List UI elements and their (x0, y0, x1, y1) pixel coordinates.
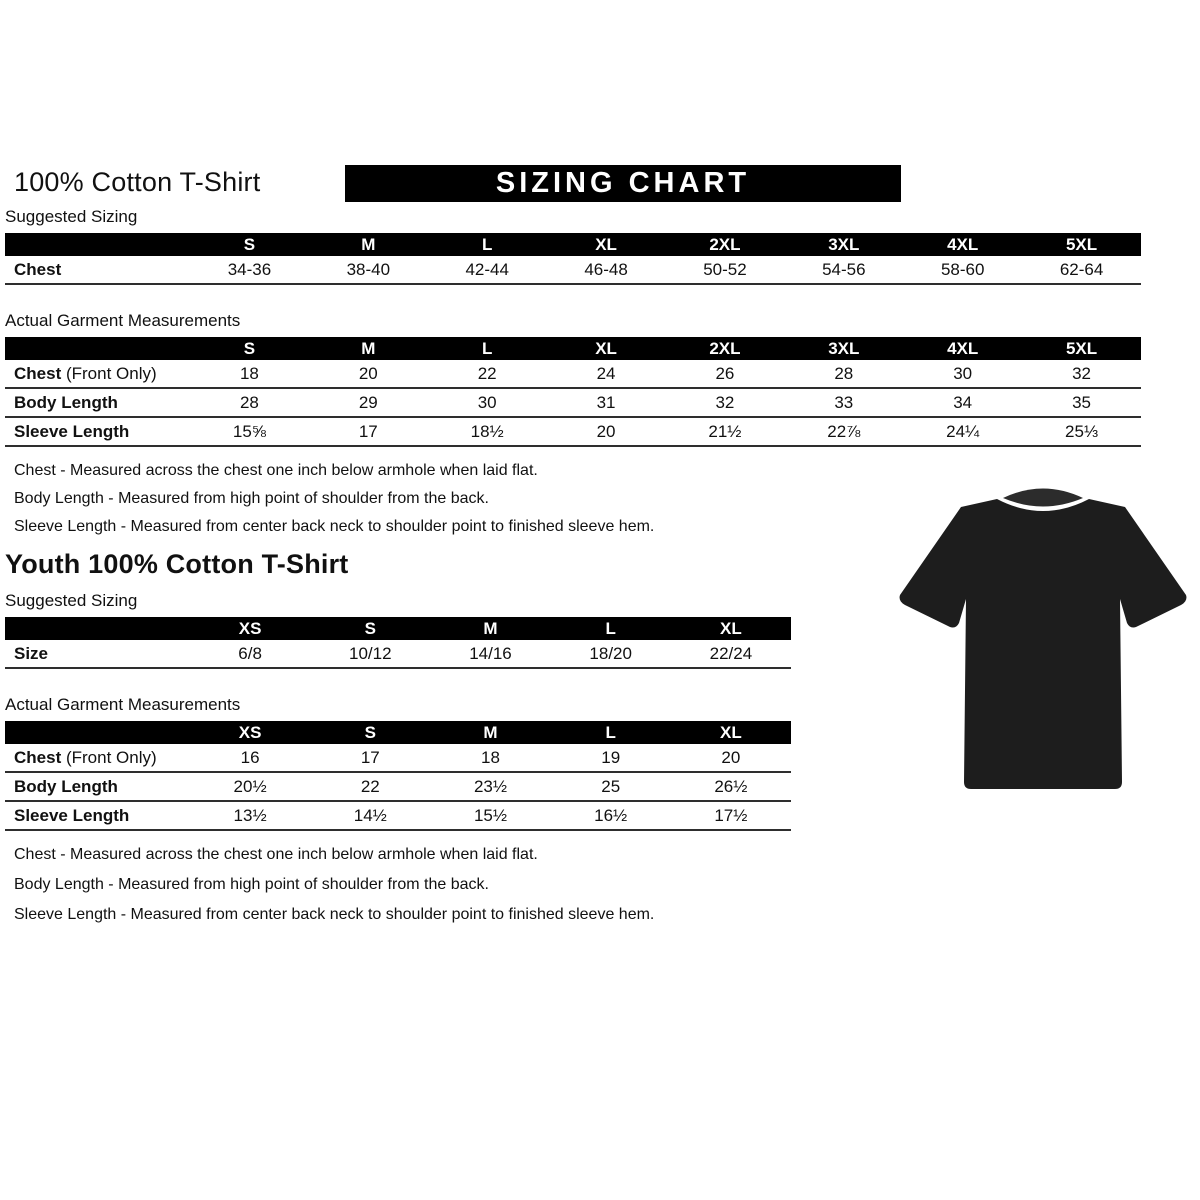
row-label-text: Size (14, 643, 49, 663)
measurement-cell: 31 (596, 392, 616, 412)
measurement-cell: 15½ (473, 805, 508, 825)
size-column-header: XL (595, 338, 617, 358)
size-column-header: L (605, 618, 616, 638)
measurement-cell: 26½ (714, 776, 748, 796)
size-column-header: 2XL (709, 338, 741, 358)
size-column-header: L (481, 234, 493, 254)
measurement-cell: 22 (477, 363, 497, 383)
measurement-cell: 34-36 (227, 259, 272, 279)
size-column-header: S (243, 338, 256, 358)
measurement-cell: 50-52 (703, 259, 747, 279)
row-label (5, 422, 190, 442)
size-column-header: 3XL (828, 338, 860, 358)
adult-title-row (5, 165, 1141, 203)
row-label (5, 364, 190, 384)
size-column-header: XS (238, 722, 262, 742)
youth-actual-table (5, 721, 791, 831)
size-column-header: S (364, 618, 376, 638)
row-label (5, 260, 190, 280)
table-row (5, 640, 791, 669)
youth-actual-measurements-label: Actual Garment Measurements (5, 695, 241, 714)
measurement-cell: 16 (240, 747, 260, 767)
size-column-header: M (361, 234, 376, 254)
table-header-row (5, 721, 791, 744)
measurement-cell: 42-44 (465, 259, 509, 279)
size-column-header: M (361, 338, 376, 358)
adult-note-body-length: Body Length - Measured from high point of shoulder from the back. (14, 490, 489, 507)
sizing-chart-banner (345, 165, 901, 202)
row-label-text: Body Length (14, 776, 118, 796)
measurement-cell: 6/8 (238, 643, 262, 663)
measurement-cell: 33 (834, 392, 854, 412)
table-row (5, 802, 791, 831)
measurement-cell: 35 (1072, 392, 1092, 412)
table-row (5, 418, 1141, 447)
size-column-header: L (605, 722, 616, 742)
measurement-cell: 30 (477, 392, 497, 412)
size-column-header: M (483, 618, 498, 638)
measurement-cell: 62-64 (1059, 259, 1104, 279)
measurement-cell: 32 (1072, 363, 1092, 383)
sizing-chart-banner-text: SIZING CHART (495, 167, 751, 199)
row-label-text: Chest (14, 259, 62, 279)
measurement-cell: 23½ (473, 776, 508, 796)
measurement-cell: 21½ (708, 421, 742, 441)
measurement-cell: 24 (596, 363, 616, 383)
measurement-cell: 18 (481, 747, 500, 767)
measurement-cell: 18½ (470, 421, 504, 441)
measurement-cell: 18/20 (589, 643, 632, 663)
row-label (5, 748, 190, 768)
row-label-text: Body Length (14, 392, 118, 412)
size-column-header: 2XL (709, 234, 741, 254)
row-label (5, 393, 190, 413)
tshirt-icon (892, 477, 1194, 807)
adult-actual-measurements-label: Actual Garment Measurements (5, 311, 241, 330)
measurement-cell: 14/16 (469, 643, 512, 663)
row-label-text: Chest (14, 747, 62, 767)
row-label (5, 644, 190, 664)
adult-actual-table (5, 337, 1141, 447)
measurement-cell: 34 (953, 392, 973, 412)
measurement-cell: 20½ (233, 776, 267, 796)
row-label (5, 806, 190, 826)
adult-suggested-table (5, 233, 1141, 285)
measurement-cell: 24¼ (946, 421, 980, 441)
size-column-header: XL (595, 234, 617, 254)
size-column-header: L (481, 338, 493, 358)
youth-title: Youth 100% Cotton T-Shirt (5, 549, 349, 579)
black-tshirt-image (892, 477, 1194, 807)
measurement-cell: 28 (834, 363, 854, 383)
size-column-header: 3XL (828, 234, 860, 254)
measurement-cell: 18 (239, 363, 259, 383)
size-column-header: 4XL (947, 234, 979, 254)
measurement-cell: 20 (358, 363, 378, 383)
youth-note-sleeve-length: Sleeve Length - Measured from center back neck to shoulder point to finished sleeve hem. (14, 906, 655, 923)
measurement-cell: 30 (953, 363, 973, 383)
youth-note-body-length: Body Length - Measured from high point of shoulder from the back. (14, 876, 489, 893)
measurement-cell: 15⅝ (232, 421, 266, 441)
measurement-cell: 17½ (714, 805, 748, 825)
measurement-cell: 25⅓ (1065, 421, 1099, 441)
table-header-row (5, 233, 1141, 256)
measurement-cell: 17 (358, 421, 378, 441)
measurement-cell: 38-40 (346, 259, 391, 279)
youth-sizing-section (5, 549, 791, 935)
size-column-header: S (364, 722, 376, 742)
size-column-header: XL (720, 618, 742, 638)
measurement-cell: 16½ (594, 805, 628, 825)
youth-suggested-table (5, 617, 791, 669)
adult-note-chest: Chest - Measured across the chest one inch below armhole when laid flat. (14, 462, 538, 479)
row-label-suffix: (Front Only) (65, 747, 157, 767)
measurement-cell: 32 (715, 392, 735, 412)
table-row (5, 256, 1141, 285)
size-column-header: 5XL (1065, 234, 1098, 254)
table-row (5, 389, 1141, 418)
row-label-text: Chest (14, 363, 62, 383)
row-label-text: Sleeve Length (14, 421, 130, 441)
measurement-cell: 19 (601, 747, 621, 767)
size-column-header: M (483, 722, 498, 742)
measurement-cell: 22 (360, 776, 380, 796)
measurement-cell: 26 (715, 363, 735, 383)
row-label-suffix: (Front Only) (65, 363, 157, 383)
measurement-cell: 58-60 (940, 259, 985, 279)
size-column-header: XS (238, 618, 262, 638)
adult-note-sleeve-length: Sleeve Length - Measured from center back neck to shoulder point to finished sleeve hem. (14, 518, 655, 535)
table-row (5, 744, 791, 773)
measurement-cell: 13½ (233, 805, 267, 825)
size-column-header: 4XL (947, 338, 979, 358)
adult-suggested-sizing-label: Suggested Sizing (5, 207, 138, 226)
measurement-cell: 17 (360, 747, 380, 767)
measurement-cell: 25 (601, 776, 621, 796)
measurement-cell: 20 (596, 421, 616, 441)
measurement-cell: 28 (239, 392, 259, 412)
table-row (5, 773, 791, 802)
adult-title: 100% Cotton T-Shirt (14, 167, 261, 197)
table-header-row (5, 617, 791, 640)
youth-note-chest: Chest - Measured across the chest one inch below armhole when laid flat. (14, 846, 538, 863)
size-column-header: XL (720, 722, 742, 742)
measurement-cell: 29 (358, 392, 378, 412)
measurement-cell: 22⅞ (827, 421, 861, 441)
youth-notes (5, 845, 791, 924)
row-label-text: Sleeve Length (14, 805, 130, 825)
size-column-header: S (243, 234, 256, 254)
row-label (5, 777, 190, 797)
table-header-row (5, 337, 1141, 360)
youth-suggested-sizing-label: Suggested Sizing (5, 591, 138, 610)
measurement-cell: 46-48 (584, 259, 628, 279)
measurement-cell: 22/24 (709, 643, 753, 663)
measurement-cell: 14½ (353, 805, 387, 825)
measurement-cell: 20 (721, 747, 741, 767)
measurement-cell: 54-56 (822, 259, 866, 279)
size-column-header: 5XL (1065, 338, 1098, 358)
measurement-cell: 10/12 (349, 643, 392, 663)
table-row (5, 360, 1141, 389)
